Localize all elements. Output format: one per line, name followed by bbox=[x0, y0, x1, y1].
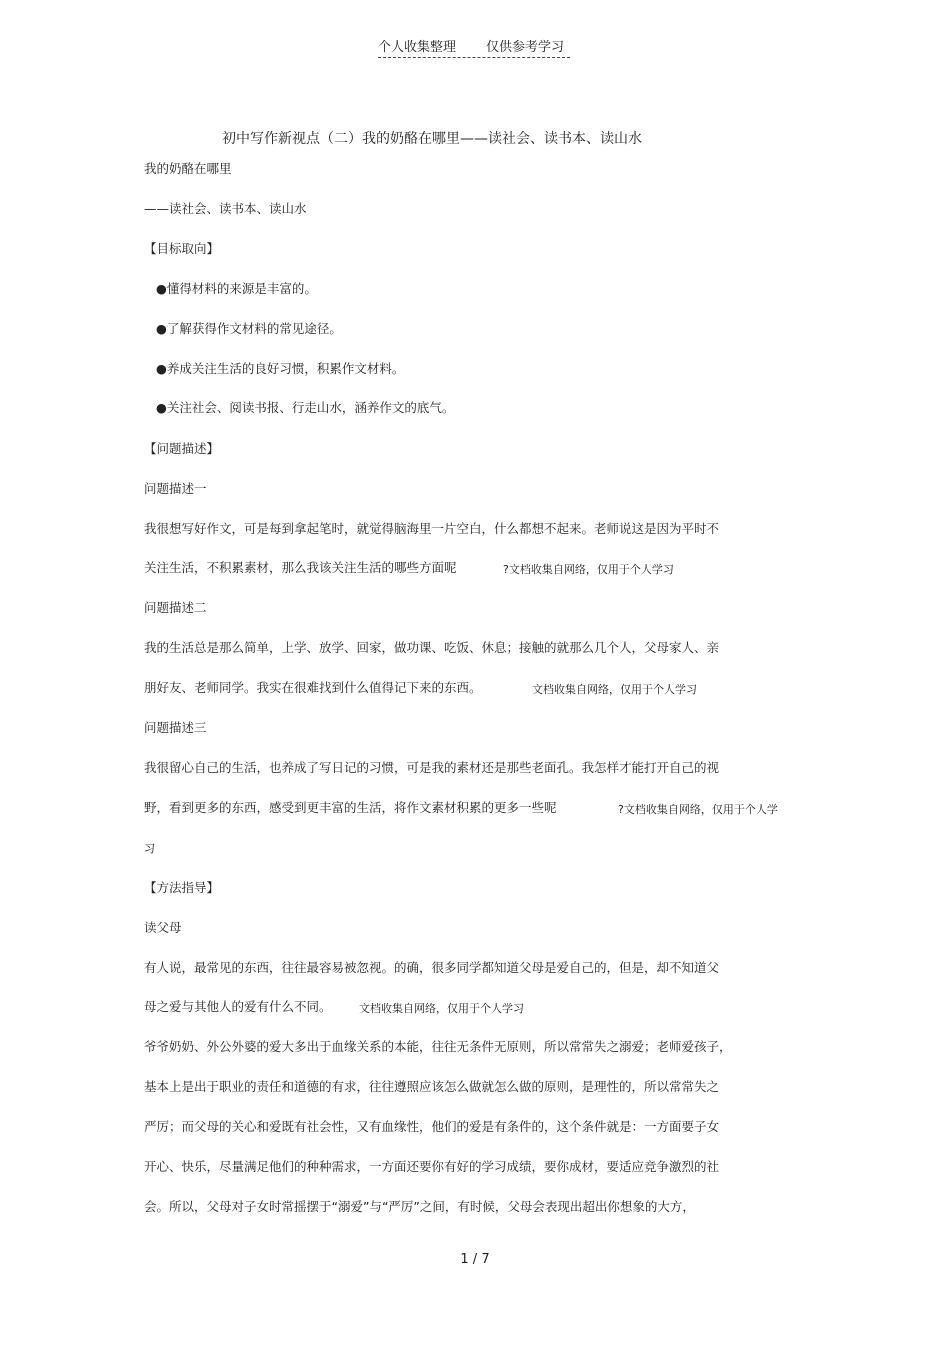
problem-1-title: 问题描述一 bbox=[144, 481, 207, 496]
goals-heading: 【目标取向】 bbox=[144, 241, 220, 256]
problem-3-title: 问题描述三 bbox=[144, 720, 207, 735]
problem-3-text-cont: 野，看到更多的东西，感受到更丰富的生活，将作文素材积累的更多一些呢 bbox=[144, 800, 557, 815]
method-text: 开心、快乐，尽量满足他们的种种需求，一方面还要你有好的学习成绩，要你成材，要适应竞争激烈的社 bbox=[144, 1159, 720, 1174]
problem-2-text: 我的生活总是那么简单，上学、放学、回家，做功课、吃饭、休息；接触的就那么几个人，父母家人、亲 bbox=[144, 640, 720, 655]
source-note: ?文档收集自网络，仅用于个人学习 bbox=[503, 563, 674, 576]
method-text: 有人说，最常见的东西，往往最容易被忽视。的确，很多同学都知道父母是爱自己的，但是，却不知道父 bbox=[144, 960, 720, 975]
problem-1-text: 我很想写好作文，可是每到拿起笔时，就觉得脑海里一片空白，什么都想不起来。老师说这是因为平时不 bbox=[144, 521, 720, 536]
source-note: 文档收集自网络，仅用于个人学习 bbox=[532, 683, 697, 696]
header-rule bbox=[378, 57, 570, 58]
method-text: 基本上是出于职业的责任和道德的有求，往往遵照应该怎么做就怎么做的原则，是理性的，所以常常失之 bbox=[144, 1079, 720, 1094]
problem-2-text-cont: 朋好友、老师同学。我实在很难找到什么值得记下来的东西。 bbox=[144, 680, 482, 695]
source-note: 文档收集自网络，仅用于个人学习 bbox=[359, 1002, 524, 1015]
header-right: 仅供参考学习 bbox=[486, 40, 565, 55]
goal-item: ●关注社会、阅读书报、行走山水，涵养作文的底气。 bbox=[156, 400, 455, 415]
goal-item: ●养成关注生活的良好习惯，积累作文材料。 bbox=[156, 361, 405, 376]
goal-item: ●了解获得作文材料的常见途径。 bbox=[156, 321, 342, 336]
subtitle-1: 我的奶酪在哪里 bbox=[144, 161, 232, 176]
method-text: 爷爷奶奶、外公外婆的爱大多出于血缘关系的本能，往往无条件无原则，所以常常失之溺爱；老师爱孩子， bbox=[144, 1039, 732, 1054]
method-heading: 【方法指导】 bbox=[144, 880, 220, 895]
subtitle-2: ——读社会、读书本、读山水 bbox=[144, 201, 307, 216]
source-note-cont: 习 bbox=[144, 842, 155, 855]
goal-item: ●懂得材料的来源是丰富的。 bbox=[156, 281, 317, 296]
source-note: ?文档收集自网络，仅用于个人学 bbox=[618, 803, 778, 816]
method-subheading: 读父母 bbox=[144, 920, 182, 935]
page-number: 1 / 7 bbox=[460, 1252, 490, 1267]
method-text: 母之爱与其他人的爱有什么不同。 bbox=[144, 999, 332, 1014]
document-title: 初中写作新视点（二）我的奶酪在哪里——读社会、读书本、读山水 bbox=[222, 131, 642, 147]
problem-1-text-cont: 关注生活，不积累素材，那么我该关注生活的哪些方面呢 bbox=[144, 560, 457, 575]
header-left: 个人收集整理 bbox=[378, 40, 457, 55]
problem-2-title: 问题描述二 bbox=[144, 600, 207, 615]
method-text: 会。所以，父母对子女时常摇摆于“溺爱”与“严厉”之间，有时候，父母会表现出超出你想象的大方， bbox=[144, 1199, 695, 1214]
problems-heading: 【问题描述】 bbox=[144, 441, 220, 456]
method-text: 严厉；而父母的关心和爱既有社会性，又有血缘性，他们的爱是有条件的，这个条件就是：一方面要子女 bbox=[144, 1119, 720, 1134]
problem-3-text: 我很留心自己的生活，也养成了写日记的习惯，可是我的素材还是那些老面孔。我怎样才能打开自己的视 bbox=[144, 760, 720, 775]
page-header bbox=[378, 40, 564, 56]
